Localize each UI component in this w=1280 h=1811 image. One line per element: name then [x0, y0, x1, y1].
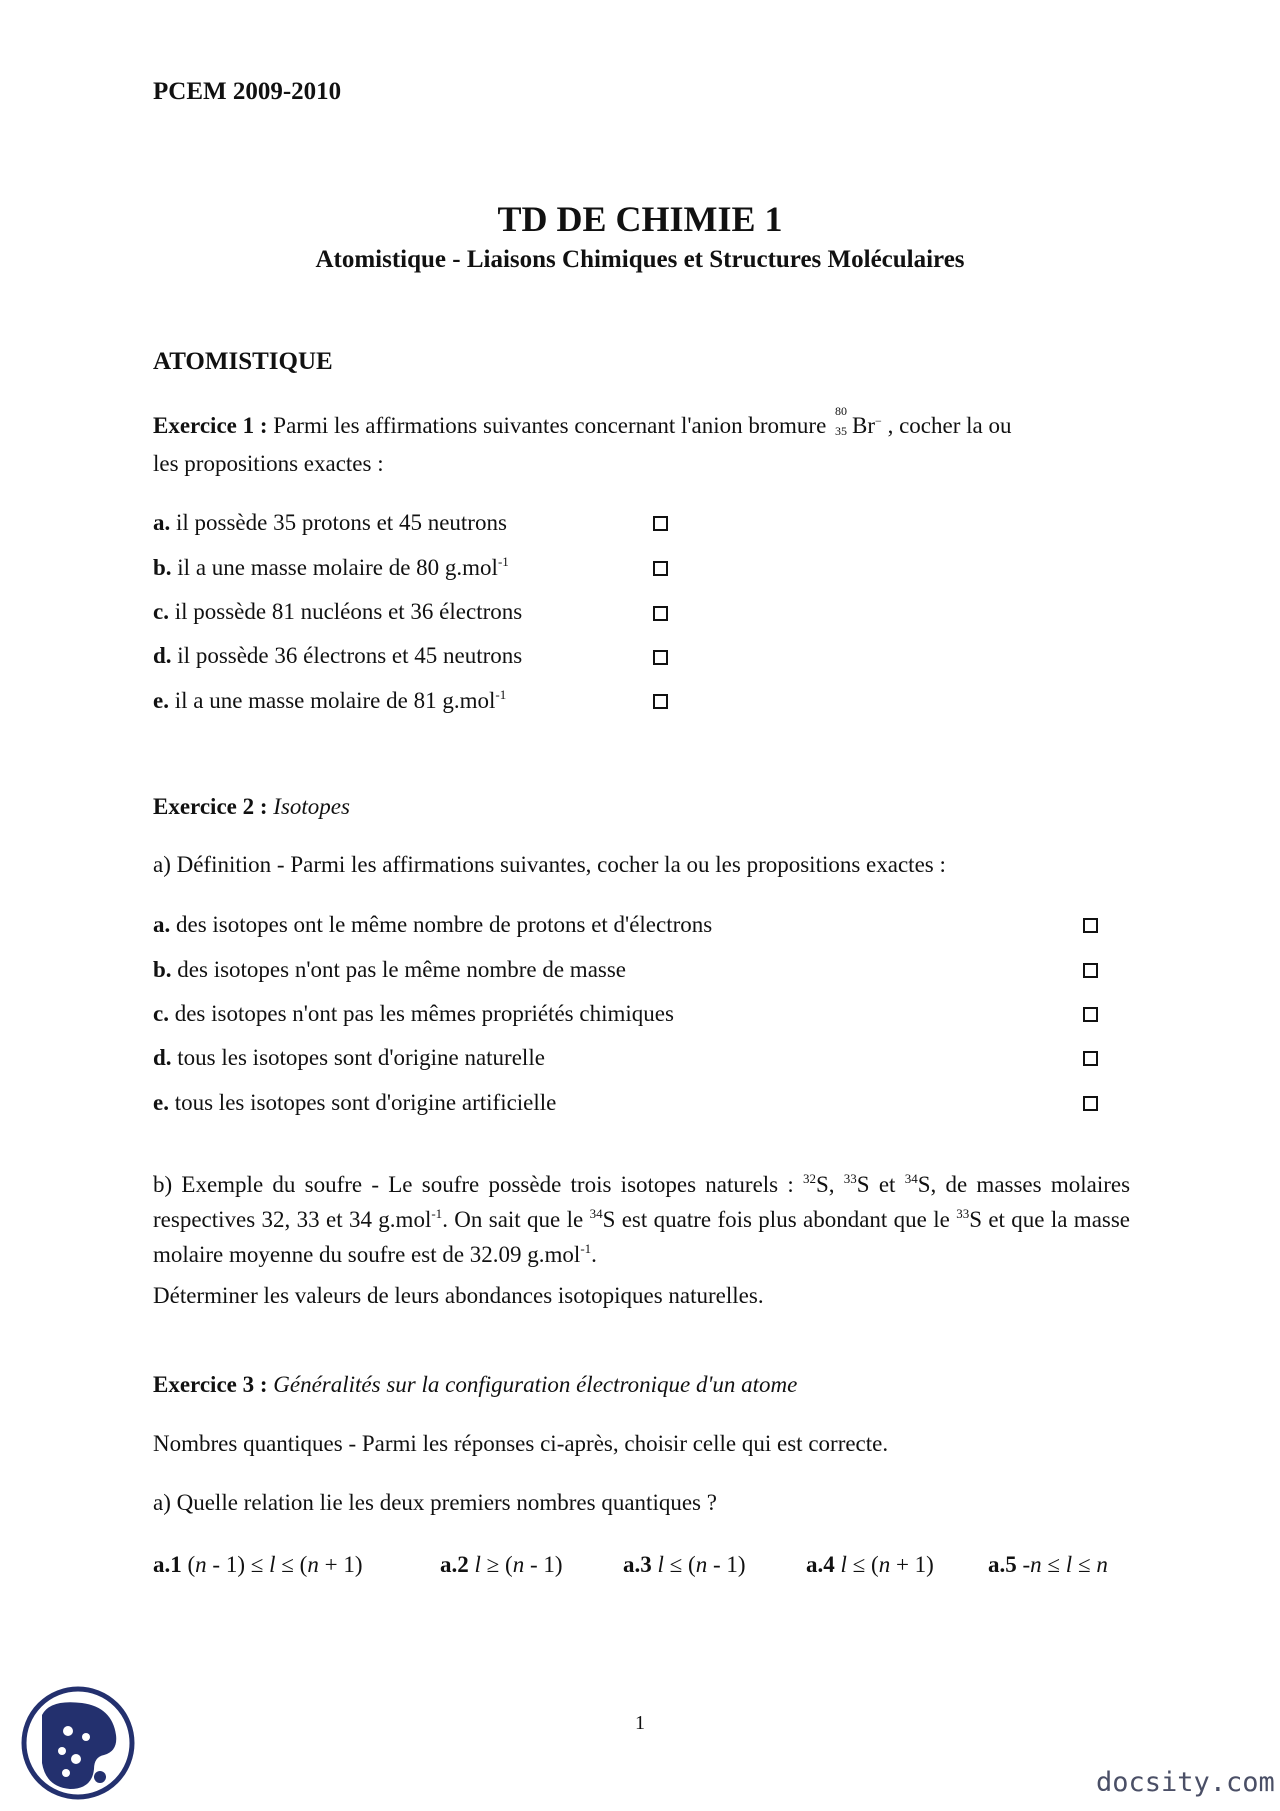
mass-number: 80 [835, 404, 848, 418]
ex3-answer-a1[interactable]: a.1 (n - 1) ≤ l ≤ (n + 1) [153, 1552, 363, 1577]
docsity-watermark[interactable]: docsity.com [1096, 1767, 1275, 1798]
course-header: PCEM 2009-2010 [153, 78, 342, 105]
ex2-option-c: c. des isotopes n'ont pas les mêmes propriétés chimiques [153, 1001, 674, 1026]
ex2-option-b: b. des isotopes n'ont pas le même nombre de masse [153, 957, 627, 982]
ex1-option-d: d. il possède 36 électrons et 45 neutrons [153, 643, 523, 668]
document-title: TD DE CHIMIE 1 [497, 199, 783, 239]
ex2-checkbox-c[interactable] [1083, 1007, 1098, 1022]
ex2-part-a: a) Définition - Parmi les affirmations suivantes, cocher la ou les propositions exactes : [153, 852, 946, 877]
ex1-option-e: e. il a une masse molaire de 81 g.mol$^{-1}$ [153, 687, 507, 713]
ex1-checkbox-c[interactable] [653, 606, 668, 621]
ex2-checkbox-a[interactable] [1083, 918, 1098, 933]
ex3-topic: Généralités sur la configuration électronique d'un atome [273, 1372, 798, 1397]
ex1-option-b: b. il a une masse molaire de 80 g.mol$^{-1}$ [153, 554, 509, 580]
document-subtitle: Atomistique - Liaisons Chimiques et Structures Moléculaires [315, 246, 965, 273]
ex2-checkbox-d[interactable] [1083, 1051, 1098, 1066]
ex3-label: Exercice 3 : [153, 1372, 268, 1397]
ex1-checkbox-d[interactable] [653, 650, 668, 665]
ex2-topic: Isotopes [273, 794, 350, 819]
ex1-option-a: a. il possède 35 protons et 45 neutrons [153, 510, 507, 535]
ex2-determine: Déterminer les valeurs de leurs abondances isotopiques naturelles. [153, 1283, 764, 1308]
ex3-question-a: a) Quelle relation lie les deux premiers nombres quantiques ? [153, 1490, 717, 1515]
ex2-label: Exercice 2 : [153, 794, 268, 819]
ex2-checkbox-e[interactable] [1083, 1096, 1098, 1111]
ex2-heading [153, 794, 350, 820]
atomic-number: 35 [835, 424, 848, 438]
section-heading: ATOMISTIQUE [153, 348, 333, 375]
ex2-checkbox-b[interactable] [1083, 963, 1098, 978]
bromide-nuclide [832, 404, 852, 438]
ex2-option-a: a. des isotopes ont le même nombre de protons et d'électrons [153, 912, 713, 937]
docsity-logo-icon [20, 1685, 136, 1801]
ex3-answer-a5[interactable]: a.5 -n ≤ l ≤ n [988, 1552, 1108, 1577]
ex3-answer-a2[interactable]: a.2 l ≥ (n - 1) [440, 1552, 563, 1577]
ex3-answer-a4[interactable]: a.4 l ≤ (n + 1) [806, 1552, 934, 1577]
ex1-intro-start: Parmi les affirmations suivantes concernant l'anion bromure [273, 413, 827, 438]
ex3-answer-a3[interactable]: a.3 l ≤ (n - 1) [623, 1552, 746, 1577]
ex2-part-b: b) Exemple du soufre - Le soufre possède trois isotopes naturels : $^{32}$S, $^{33}$S et $^{34}$S, de masses molaires respectives 32, 33 et 34 g.mol$^{-1}$. On sait que le $^{34}$S est quatre fois plus abondant que le $^{33}$S et que la masse molaire moyenne du soufre est de 32.09 g.mol$^{-1}$. [153, 1171, 1131, 1267]
ex1-intro-end: , cocher la ou [887, 413, 1012, 438]
ex1-checkbox-a[interactable] [653, 516, 668, 531]
ex1-option-c: c. il possède 81 nucléons et 36 électrons [153, 599, 523, 624]
nuclide-symbol: Br [852, 413, 876, 438]
ex1-intro-line2: les propositions exactes : [153, 451, 384, 476]
ex2-option-d: d. tous les isotopes sont d'origine naturelle [153, 1045, 545, 1070]
nuclide-charge: − [875, 414, 882, 428]
ex2-option-e: e. tous les isotopes sont d'origine artificielle [153, 1090, 557, 1115]
ex3-intro: Nombres quantiques - Parmi les réponses ci-après, choisir celle qui est correcte. [153, 1431, 889, 1456]
ex1-label: Exercice 1 : [153, 413, 268, 438]
ex1-intro [153, 404, 1012, 439]
ex1-checkbox-e[interactable] [653, 694, 668, 709]
ex3-heading [153, 1372, 797, 1398]
ex1-checkbox-b[interactable] [653, 561, 668, 576]
page-number: 1 [635, 1712, 645, 1734]
